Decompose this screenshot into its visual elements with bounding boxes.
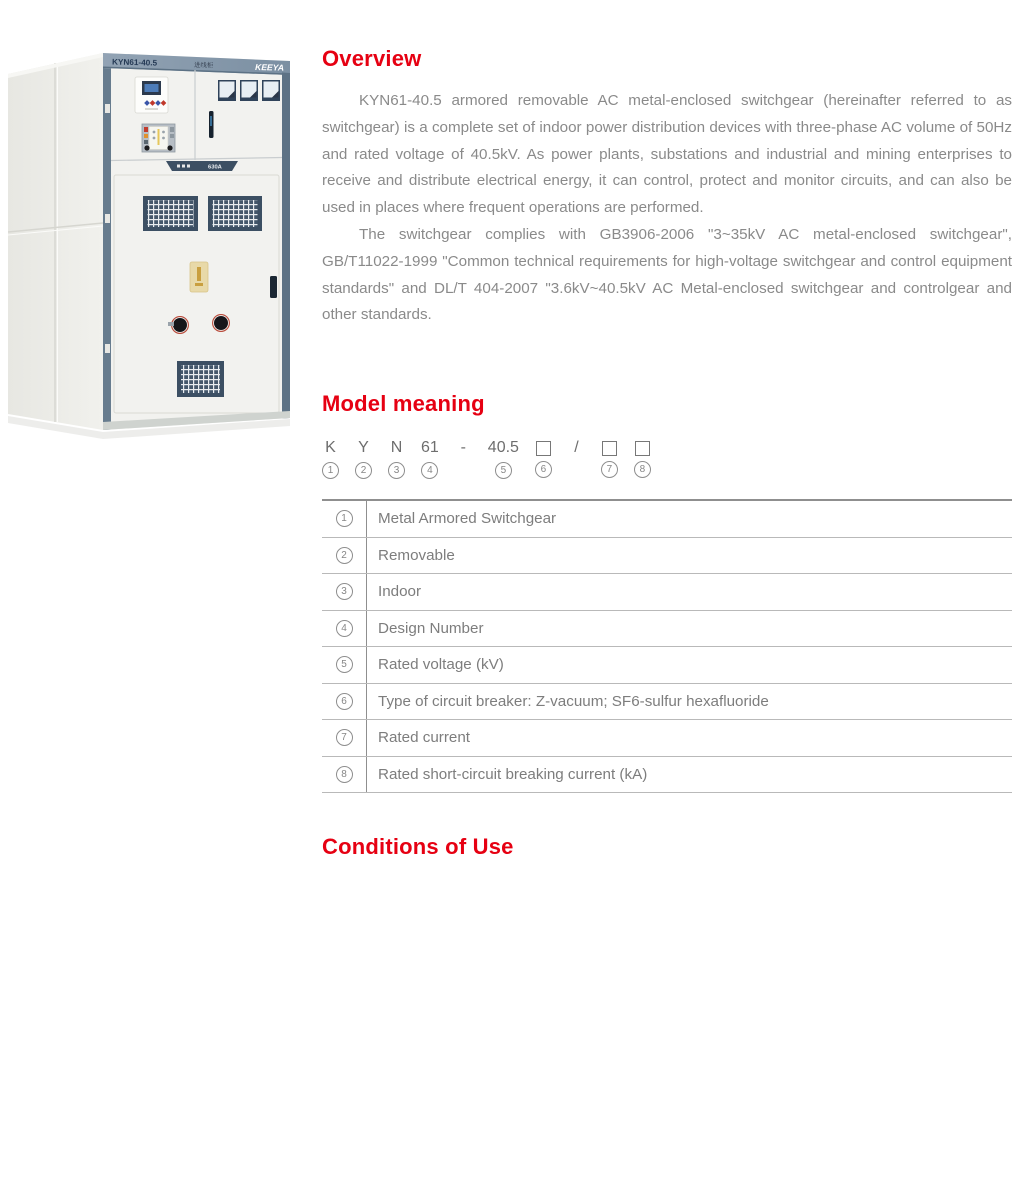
model-code-char: - bbox=[460, 439, 466, 456]
table-row bbox=[322, 611, 1012, 648]
cabinet-brand-text: KEEYA bbox=[254, 62, 285, 73]
rating-text: 630A bbox=[208, 164, 222, 171]
row-index-circle: 2 bbox=[336, 547, 353, 564]
cabinet-model-text: KYN61-40.5 bbox=[111, 57, 158, 68]
table-row-description: Design Number bbox=[378, 619, 484, 637]
cabinet-right-edge-strip bbox=[282, 73, 290, 419]
table-row bbox=[322, 647, 1012, 684]
conditions-section bbox=[322, 834, 1012, 878]
hinge-bottom bbox=[105, 344, 110, 353]
model-code-index-circle: 8 bbox=[634, 461, 651, 478]
table-row-description: Rated short-circuit breaking current (kA) bbox=[378, 765, 648, 783]
model-code-index-circle: 6 bbox=[535, 461, 552, 478]
table-row-number-cell bbox=[322, 574, 367, 610]
meter-1 bbox=[218, 80, 236, 101]
row-index-circle: 7 bbox=[336, 729, 353, 746]
model-code-char: Y bbox=[358, 439, 369, 456]
model-code-index-circle: 2 bbox=[355, 462, 372, 479]
model-code-item bbox=[634, 439, 651, 478]
ventilation-grille-bottom bbox=[177, 361, 224, 397]
switchgear-cabinet-illustration bbox=[8, 44, 310, 442]
table-row-number-cell bbox=[322, 538, 367, 574]
model-code-item bbox=[455, 439, 472, 479]
analog-meters bbox=[218, 80, 280, 101]
model-code-char: N bbox=[390, 439, 403, 456]
table-row bbox=[322, 501, 1012, 538]
model-code-char bbox=[602, 441, 617, 456]
table-row bbox=[322, 757, 1012, 794]
model-code-item bbox=[535, 439, 552, 478]
cabinet-left-edge-strip bbox=[103, 68, 111, 430]
table-row-description: Indoor bbox=[378, 583, 422, 601]
row-index-circle: 4 bbox=[336, 620, 353, 637]
model-meaning-table bbox=[322, 499, 1012, 793]
lock-knob-right bbox=[213, 315, 230, 332]
model-code-index-circle: 4 bbox=[421, 462, 438, 479]
meter-3 bbox=[262, 80, 280, 101]
panel-knob-left bbox=[144, 145, 149, 150]
model-meaning-section bbox=[322, 391, 1012, 793]
cabinet-front-panel bbox=[103, 53, 290, 430]
table-row bbox=[322, 574, 1012, 611]
panel-knob-right bbox=[167, 145, 172, 150]
model-meaning-title: Model meaning bbox=[322, 391, 485, 416]
overview-body bbox=[322, 88, 1012, 329]
model-code-item bbox=[355, 439, 372, 479]
hinge-top bbox=[105, 104, 110, 113]
model-code-item bbox=[421, 439, 439, 479]
model-code-char: 61 bbox=[421, 439, 439, 456]
model-code-item bbox=[488, 439, 519, 479]
cabinet-side-panel bbox=[8, 53, 103, 430]
model-code-index-circle: 3 bbox=[388, 462, 405, 479]
relay-protection-panel bbox=[142, 124, 175, 152]
conditions-title: Conditions of Use bbox=[322, 834, 514, 859]
model-code-line bbox=[322, 439, 1012, 479]
row-index-circle: 3 bbox=[336, 583, 353, 600]
overview-title: Overview bbox=[322, 46, 422, 71]
table-row-description: Rated voltage (kV) bbox=[378, 656, 504, 674]
meter-2 bbox=[240, 80, 258, 101]
cabinet-name-cn-text: 进线柜 bbox=[193, 62, 214, 70]
table-row-number-cell bbox=[322, 684, 367, 720]
table-row bbox=[322, 684, 1012, 721]
model-code-index-circle: 7 bbox=[601, 461, 618, 478]
table-row-description: Rated current bbox=[378, 729, 471, 747]
digital-display-unit bbox=[135, 77, 168, 113]
overview-paragraph-1: KYN61-40.5 armored removable AC metal-enclosed switchgear (hereinafter referred to as switchgear) is a complete set of indoor power distribution devices with three-phase AC volume of 50Hz and rated voltage of 40.5kV. As power plants, substations and industrial and mining enterprises to receive and distribute electrical energy, it can control, protect and monitor circuits, and can also be used in places where frequent operations are performed. bbox=[322, 92, 1012, 217]
row-index-circle: 5 bbox=[336, 656, 353, 673]
model-code-item bbox=[322, 439, 339, 479]
ventilation-grille-left bbox=[143, 196, 198, 231]
model-code-char: / bbox=[574, 439, 579, 456]
model-code-index-circle: 1 bbox=[322, 462, 339, 479]
table-row-number-cell bbox=[322, 647, 367, 683]
door-handle-glint bbox=[210, 116, 212, 126]
table-row-description: Removable bbox=[378, 546, 455, 564]
row-index-circle: 6 bbox=[336, 693, 353, 710]
model-code-char bbox=[635, 441, 650, 456]
row-index-circle: 1 bbox=[336, 510, 353, 527]
lcd-screen bbox=[145, 84, 159, 92]
hinge-middle bbox=[105, 214, 110, 223]
model-code-char: K bbox=[325, 439, 336, 456]
table-row-number-cell bbox=[322, 501, 367, 537]
door-latch-slot bbox=[270, 276, 277, 298]
table-row-number-cell bbox=[322, 757, 367, 793]
rating-label-bar bbox=[166, 161, 238, 171]
table-row bbox=[322, 538, 1012, 575]
model-code-item bbox=[601, 439, 618, 478]
switchgear-product-image bbox=[8, 44, 310, 442]
overview-section bbox=[322, 46, 1012, 329]
table-row bbox=[322, 720, 1012, 757]
table-row-number-cell bbox=[322, 611, 367, 647]
table-row-number-cell bbox=[322, 720, 367, 756]
model-code-item bbox=[568, 439, 585, 479]
ventilation-grille-right bbox=[208, 196, 262, 231]
model-code-item bbox=[388, 439, 405, 479]
overview-paragraph-2: The switchgear complies with GB3906-2006 "3~35kV AC metal-enclosed switchgear", GB/T11022-1999 "Common technical requirements for high-voltage switchgear and control equipment standards" and DL/T 404-2007 "3.6kV~40.5kV AC Metal-enclosed switchgear and controlgear and other standards. bbox=[322, 225, 1012, 324]
model-code-char bbox=[536, 441, 551, 456]
row-index-circle: 8 bbox=[336, 766, 353, 783]
model-code-char: 40.5 bbox=[487, 439, 519, 456]
warning-label bbox=[190, 262, 208, 292]
table-row-description: Metal Armored Switchgear bbox=[378, 510, 557, 528]
model-code-index-circle: 5 bbox=[495, 462, 512, 479]
table-row-description: Type of circuit breaker: Z-vacuum; SF6-sulfur hexafluoride bbox=[378, 692, 769, 710]
